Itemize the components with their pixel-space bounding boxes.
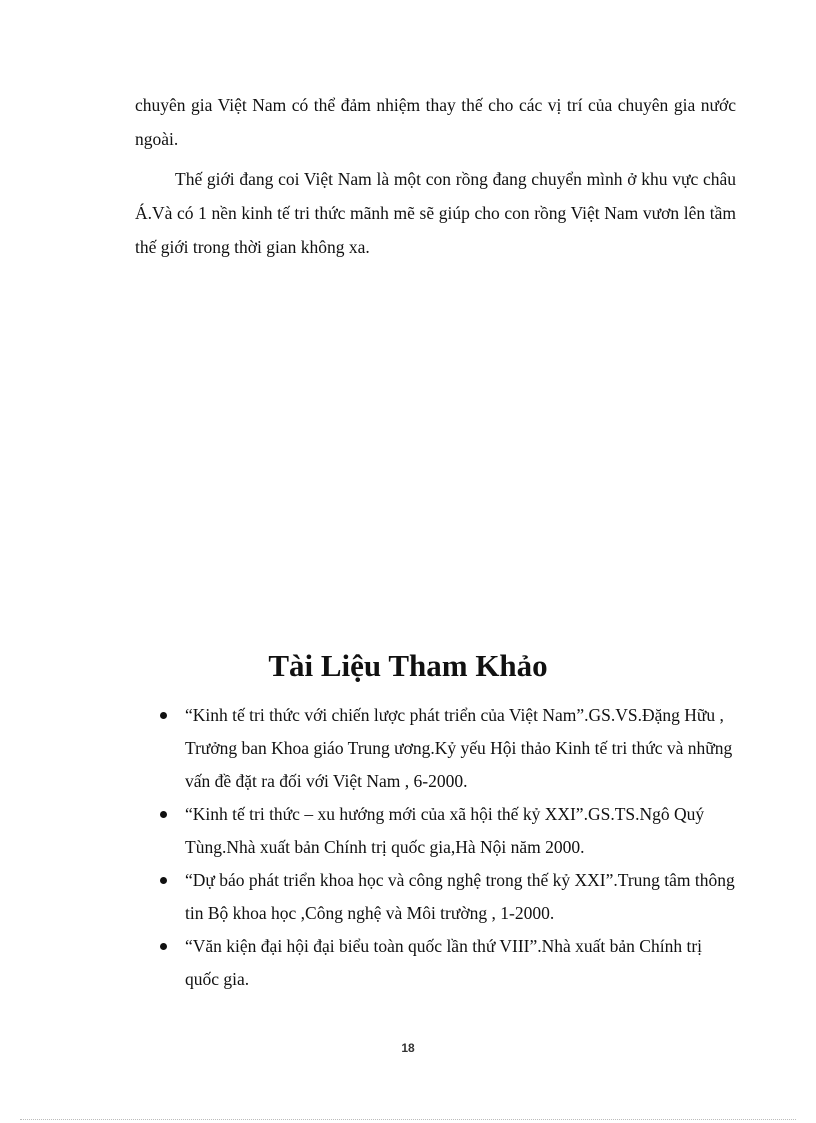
bullet-icon [160, 712, 167, 719]
page-number: 18 [401, 1041, 415, 1055]
reference-text: “Kinh tế tri thức – xu hướng mới của xã hội thế kỷ XXI”.GS.TS.Ngô Quý Tùng.Nhà xuất bản Chính trị quốc gia,Hà Nội năm 2000. [185, 804, 705, 857]
bullet-icon [160, 877, 167, 884]
reference-item [160, 930, 736, 996]
body-paragraph: chuyên gia Việt Nam có thể đảm nhiệm thay thế cho các vị trí của chuyên gia nước ngoài. [135, 95, 736, 149]
reference-text: “Kinh tế tri thức với chiến lược phát triển của Việt Nam”.GS.VS.Đặng Hữu , Trưởng ban Khoa giáo Trung ương.Kỷ yếu Hội thảo Kinh tế tri thức và những vấn đề đặt ra đối với Việt Nam , 6-2000. [185, 705, 733, 791]
bullet-icon [160, 943, 167, 950]
reference-text: “Dự báo phát triển khoa học và công nghệ trong thế kỷ XXI”.Trung tâm thông tin Bộ khoa học ,Công nghệ và Môi trường , 1-2000. [185, 870, 735, 923]
reference-item [160, 864, 736, 930]
references-list [160, 699, 736, 996]
bullet-icon [160, 811, 167, 818]
body-paragraph: Thế giới đang coi Việt Nam là một con rồng đang chuyển mình ở khu vực châu Á.Và có 1 nền kinh tế tri thức mãnh mẽ sẽ giúp cho con rồng Việt Nam vươn lên tầm thế giới trong thời gian không xa. [135, 169, 736, 257]
reference-item [160, 699, 736, 798]
reference-text: “Văn kiện đại hội đại biểu toàn quốc lần thứ VIII”.Nhà xuất bản Chính trị quốc gia. [185, 936, 703, 989]
page-bottom-divider [20, 1119, 796, 1120]
reference-item [160, 798, 736, 864]
references-heading: Tài Liệu Tham Khảo [268, 648, 548, 683]
